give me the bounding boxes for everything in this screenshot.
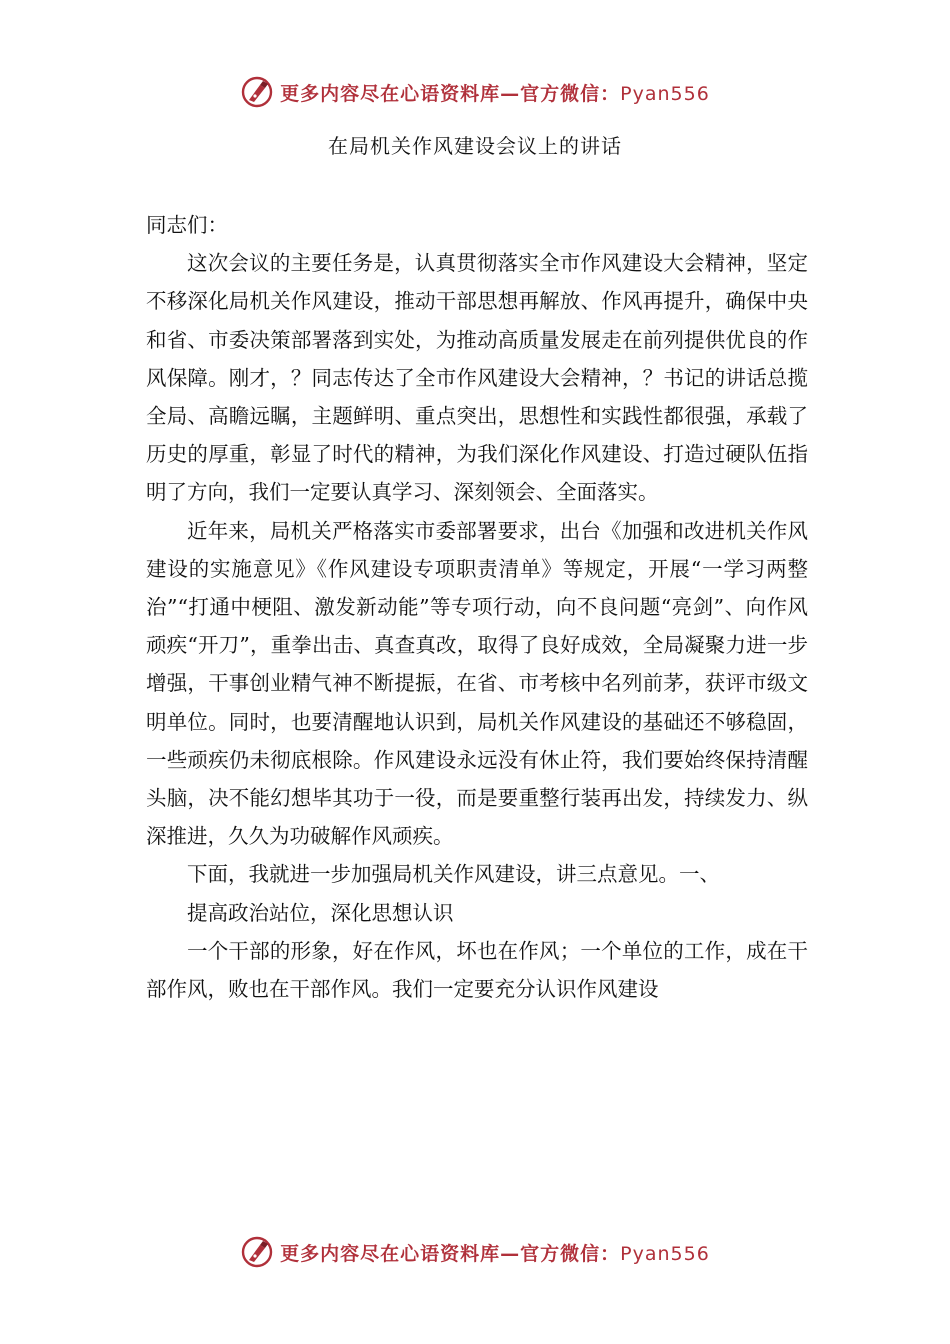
watermark-wechat-id: Pyan556	[620, 1242, 710, 1265]
paragraph-3: 下面，我就进一步加强局机关作风建设，讲三点意见。一、	[187, 862, 720, 887]
document-body	[146, 206, 808, 1008]
salutation: 同志们：	[146, 213, 228, 237]
section-heading-1: 提高政治站位，深化思想认识	[187, 900, 454, 925]
watermark-wechat-id: Pyan556	[620, 82, 710, 105]
paragraph-1: 这次会议的主要任务是，认真贯彻落实全市作风建设大会精神，坚定不移深化局机关作风建设，推动干部思想再解放、作风再提升，确保中央和省、市委决策部署落到实处，为推动高质量发展走在前列提供优良的作风保障。刚才，？同志传达了全市作风建设大会精神，？书记的讲话总揽全局、高瞻远瞩，主题鲜明、重点突出，思想性和实践性都很强，承载了历史的厚重，彰显了时代的精神，为我们深化作风建设、打造过硬队伍指明了方向，我们一定要认真学习、深刻领会、全面落实。	[146, 251, 808, 505]
paragraph-4: 一个干部的形象，好在作风，坏也在作风；一个单位的工作，成在干部作风，败也在干部作风。我们一定要充分认识作风建设	[146, 938, 808, 1002]
document-title: 在局机关作风建设会议上的讲话	[328, 134, 622, 158]
watermark-label: 更多内容尽在心语资料库—官方微信：	[280, 82, 621, 105]
pen-nib-icon	[240, 75, 274, 109]
watermark-text	[280, 79, 710, 106]
paragraph-2: 近年来，局机关严格落实市委部署要求，出台《加强和改进机关作风建设的实施意见》《作风建设专项职责清单》等规定，开展“一学习两整治”“打通中梗阻、激发新动能”等专项行动，向不良问题“亮剑”、向作风顽疾“开刀”，重拳出击、真查真改，取得了良好成效，全局凝聚力进一步增强，干事创业精气神不断提振，在省、市考核中名列前茅，获评市级文明单位。同时，也要清醒地认识到，局机关作风建设的基础还不够稳固，一些顽疾仍未彻底根除。作风建设永远没有休止符，我们要始终保持清醒头脑，决不能幻想毕其功于一役，而是要重整行装再出发，持续发力、纵深推进，久久为功破解作风顽疾。	[146, 518, 808, 849]
watermark-text	[280, 1239, 710, 1266]
watermark-label: 更多内容尽在心语资料库—官方微信：	[280, 1242, 621, 1265]
pen-nib-icon	[240, 1235, 274, 1269]
footer-watermark	[0, 1232, 950, 1272]
header-watermark	[0, 72, 950, 112]
